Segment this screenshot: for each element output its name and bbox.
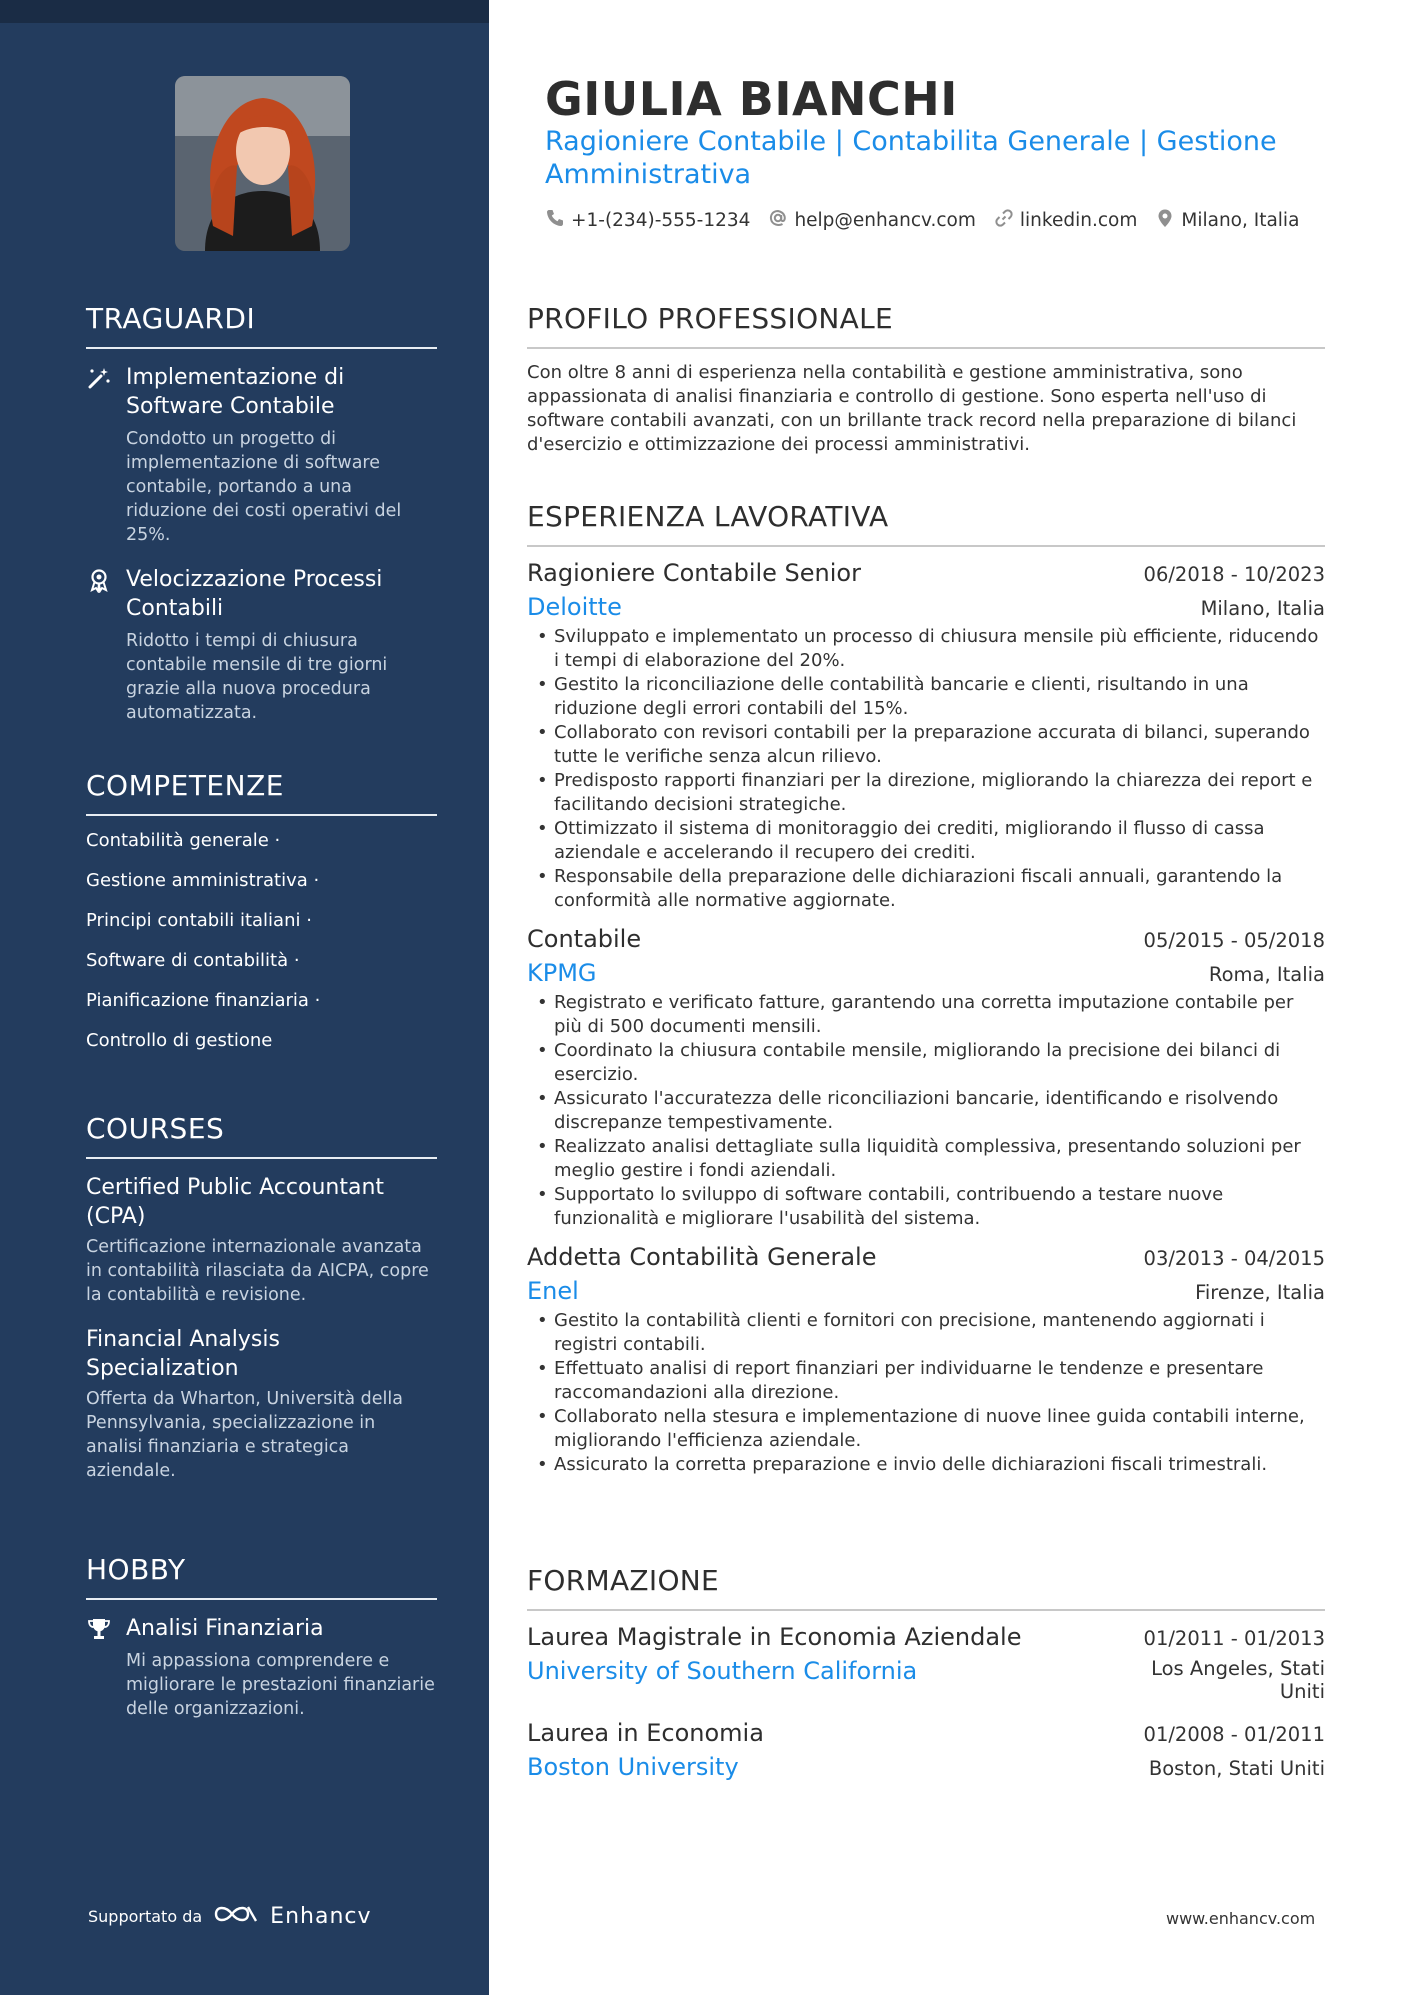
job-bullet: • Ottimizzato il sistema di monitoraggio dei crediti, migliorando il flusso di cassa aziendale e accelerando il recupero dei crediti.: [527, 817, 1325, 865]
wand-icon: [86, 365, 112, 391]
education-school: University of Southern California: [527, 1657, 918, 1685]
courses-section: [86, 1112, 437, 1501]
job-bullet: • Effettuato analisi di report finanziari per individuarne le tendenze e presentare raccomandazioni alla direzione.: [527, 1357, 1325, 1405]
job-company: Enel: [527, 1277, 579, 1305]
job-title: Contabile: [527, 925, 642, 953]
trophy-icon: [86, 1616, 112, 1642]
phone-text: +1-(234)-555-1234: [571, 210, 751, 231]
skill-item: Contabilità generale ·: [86, 830, 281, 851]
contact-bar: [545, 208, 1299, 233]
course-desc: Certificazione internazionale avanzata in contabilità rilasciata da AICPA, copre la contabilità e revisione.: [86, 1237, 429, 1305]
job-dates: 06/2018 - 10/2023: [1143, 563, 1325, 586]
award-icon: [86, 567, 112, 593]
enhancv-logo-icon: [212, 1901, 260, 1931]
hobby-title: Analisi Finanziaria: [126, 1616, 324, 1641]
profile-summary: Con oltre 8 anni di esperienza nella contabilità e gestione amministrativa, sono appassionata di analisi finanziaria e controllo di gestione. Sono esperta nell'uso di software contabili avanzati, con un brillante track record nella preparazione di bilanci d'esercizio e ottimizzazione dei processi amministrativi.: [527, 362, 1297, 455]
job-bullets: [527, 625, 1325, 913]
experience-heading: ESPERIENZA LAVORATIVA: [527, 500, 1325, 547]
job-bullet: • Assicurato la corretta preparazione e invio delle dichiarazioni fiscali trimestrali.: [527, 1453, 1325, 1477]
course-item: [86, 1325, 437, 1483]
education-heading: FORMAZIONE: [527, 1564, 1325, 1611]
job-bullet: • Sviluppato e implementato un processo di chiusura mensile più efficiente, riducendo i tempi di elaborazione del 20%.: [527, 625, 1325, 673]
course-title: Certified Public Accountant (CPA): [86, 1175, 385, 1229]
skill-item: Pianificazione finanziaria ·: [86, 990, 321, 1011]
achievement-desc: Condotto un progetto di implementazione di software contabile, portando a una riduzione dei costi operativi del 25%.: [126, 429, 402, 545]
profile-heading: PROFILO PROFESSIONALE: [527, 302, 1325, 349]
job-bullet: • Collaborato nella stesura e implementazione di nuove linee guida contabili interne, migliorando l'efficienza aziendale.: [527, 1405, 1325, 1453]
enhancv-brand: Enhancv: [270, 1903, 372, 1929]
job-dates: 03/2013 - 04/2015: [1143, 1247, 1325, 1270]
skills-section: [86, 769, 437, 1070]
profile-section: [527, 302, 1325, 457]
hobby-heading: HOBBY: [86, 1553, 437, 1600]
contact-location: [1155, 208, 1299, 233]
job-bullet: • Coordinato la chiusura contabile mensile, migliorando la precisione dei bilanci di esercizio.: [527, 1039, 1325, 1087]
linkedin-text: linkedin.com: [1019, 210, 1138, 231]
job-entry: [527, 1243, 1325, 1477]
candidate-subtitle: Ragioniere Contabile | Contabilita Generale | Gestione Amministrativa: [545, 126, 1277, 190]
education-location: Los Angeles, Stati Uniti: [1151, 1657, 1325, 1703]
education-degree: Laurea Magistrale in Economia Aziendale: [527, 1623, 1022, 1651]
contact-email[interactable]: [768, 208, 975, 233]
achievement-desc: Ridotto i tempi di chiusura contabile mensile di tre giorni grazie alla nuova procedura automatizzata.: [126, 631, 388, 723]
email-text: help@enhancv.com: [794, 210, 976, 231]
job-company: Deloitte: [527, 593, 622, 621]
skills-heading: COMPETENZE: [86, 769, 437, 816]
job-location: Milano, Italia: [1200, 597, 1325, 620]
education-dates: 01/2011 - 01/2013: [1143, 1627, 1325, 1650]
skill-item: Principi contabili italiani ·: [86, 910, 312, 931]
sidebar: [0, 0, 489, 1995]
skill-item: Controllo di gestione: [86, 1030, 273, 1051]
hobby-item: [86, 1614, 437, 1721]
achievements-heading: TRAGUARDI: [86, 302, 437, 349]
job-bullets: [527, 991, 1325, 1231]
at-icon: [768, 208, 788, 233]
hobby-desc: Mi appassiona comprendere e migliorare le prestazioni finanziarie delle organizzazioni.: [126, 1651, 435, 1719]
job-entry: [527, 559, 1325, 913]
job-bullet: • Assicurato l'accuratezza delle riconciliazioni bancarie, identificando e risolvendo discrepanze tempestivamente.: [527, 1087, 1325, 1135]
course-item: [86, 1173, 437, 1307]
achievement-title: Implementazione di Software Contabile: [126, 365, 345, 419]
phone-icon: [545, 208, 565, 233]
education-school: Boston University: [527, 1753, 739, 1781]
achievements-section: [86, 302, 437, 743]
powered-by: [88, 1901, 372, 1931]
link-icon: [994, 208, 1014, 233]
achievement-item: [86, 363, 437, 547]
job-location: Firenze, Italia: [1195, 1281, 1325, 1304]
course-title: Financial Analysis Specialization: [86, 1327, 280, 1381]
job-entry: [527, 925, 1325, 1231]
candidate-name: GIULIA BIANCHI: [545, 72, 958, 126]
hobby-section: [86, 1553, 437, 1739]
contact-phone[interactable]: [545, 208, 750, 233]
experience-section: [527, 500, 1325, 1489]
job-company: KPMG: [527, 959, 597, 987]
education-dates: 01/2008 - 01/2011: [1143, 1723, 1325, 1746]
job-bullet: • Registrato e verificato fatture, garantendo una corretta imputazione contabile per più di 500 documenti mensili.: [527, 991, 1325, 1039]
job-bullet: • Supportato lo sviluppo di software contabili, contribuendo a testare nuove funzionalità e migliorare l'usabilità del sistema.: [527, 1183, 1325, 1231]
job-title: Ragioniere Contabile Senior: [527, 559, 861, 587]
education-entry: [527, 1719, 1325, 1781]
footer-url[interactable]: www.enhancv.com: [1166, 1909, 1316, 1928]
job-location: Roma, Italia: [1208, 963, 1325, 986]
job-bullets: [527, 1309, 1325, 1477]
powered-by-label: Supportato da: [88, 1906, 203, 1926]
job-bullet: • Collaborato con revisori contabili per la preparazione accurata di bilanci, superando tutte le verifiche senza alcun rilievo.: [527, 721, 1325, 769]
contact-linkedin[interactable]: [994, 208, 1137, 233]
courses-heading: COURSES: [86, 1112, 437, 1159]
course-desc: Offerta da Wharton, Università della Pennsylvania, specializzazione in analisi finanziaria e strategica aziendale.: [86, 1389, 403, 1481]
achievement-item: [86, 565, 437, 725]
location-pin-icon: [1155, 208, 1175, 233]
achievement-title: Velocizzazione Processi Contabili: [126, 567, 383, 621]
profile-photo: [175, 76, 350, 251]
location-text: Milano, Italia: [1181, 210, 1300, 231]
job-bullet: • Gestito la riconciliazione delle contabilità bancarie e clienti, risultando in una riduzione degli errori contabili del 15%.: [527, 673, 1325, 721]
education-entry: [527, 1623, 1325, 1703]
education-section: [527, 1564, 1325, 1797]
job-bullet: • Predisposto rapporti finanziari per la direzione, migliorando la chiarezza dei report e facilitando decisioni strategiche.: [527, 769, 1325, 817]
job-bullet: • Responsabile della preparazione delle dichiarazioni fiscali annuali, garantendo la conformità alle normative aggiornate.: [527, 865, 1325, 913]
job-bullet: • Realizzato analisi dettagliate sulla liquidità complessiva, presentando soluzioni per meglio gestire i fondi aziendali.: [527, 1135, 1325, 1183]
sidebar-top-band: [0, 0, 489, 23]
education-degree: Laurea in Economia: [527, 1719, 764, 1747]
job-dates: 05/2015 - 05/2018: [1143, 929, 1325, 952]
skill-item: Software di contabilità ·: [86, 950, 300, 971]
job-bullet: • Gestito la contabilità clienti e fornitori con precisione, mantenendo aggiornati i registri contabili.: [527, 1309, 1325, 1357]
skill-item: Gestione amministrativa ·: [86, 870, 320, 891]
job-title: Addetta Contabilità Generale: [527, 1243, 877, 1271]
education-location: Boston, Stati Uniti: [1148, 1757, 1325, 1780]
